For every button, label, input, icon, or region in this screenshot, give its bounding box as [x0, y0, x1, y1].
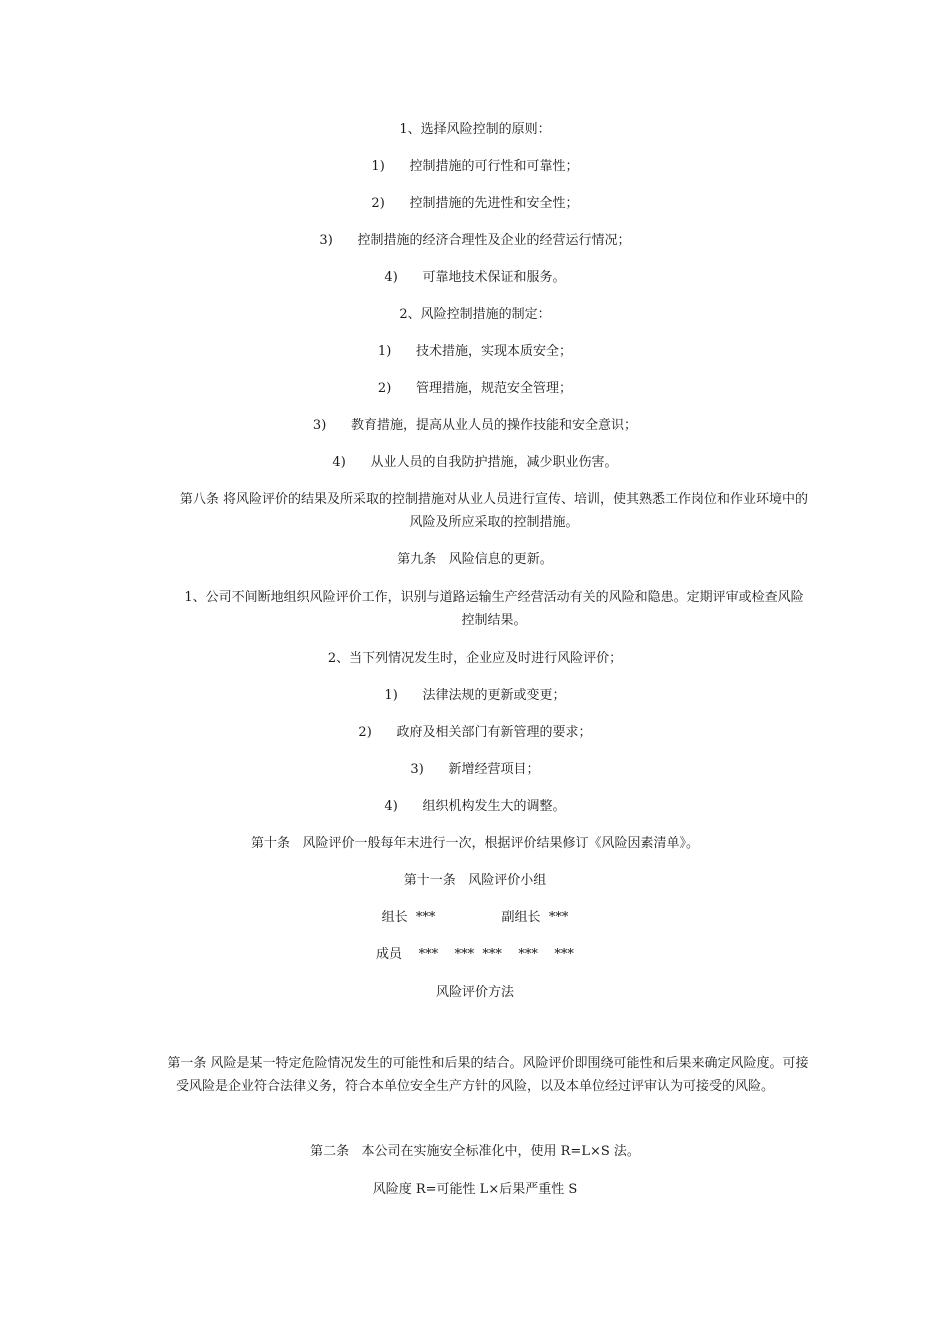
measures-heading: 2、风险控制措施的制定：	[399, 307, 551, 322]
measure-item-1: 1) 技术措施，实现本质安全；	[377, 344, 573, 359]
situation-item-2: 2) 政府及相关部门有新管理的要求；	[358, 725, 592, 740]
situation-item-3: 3) 新增经营项目；	[410, 762, 540, 777]
principles-heading: 1、选择风险控制的原则：	[399, 122, 551, 137]
risk-formula: 风险度 R=可能性 L×后果严重性 S	[372, 1182, 578, 1197]
situation-item-4: 4) 组织机构发生大的调整。	[384, 799, 566, 814]
method-title: 风险评价方法	[435, 985, 514, 1000]
principle-item-1: 1) 控制措施的可行性和可靠性；	[371, 159, 579, 174]
measure-item-2: 2) 管理措施，规范安全管理；	[377, 381, 573, 396]
measure-item-3: 3) 教育措施，提高从业人员的操作技能和安全意识；	[312, 418, 638, 433]
team-members: 成员 *** *** *** *** ***	[376, 947, 574, 962]
situation-item-1: 1) 法律法规的更新或变更；	[384, 688, 566, 703]
article-8: 第八条 将风险评价的结果及所采取的控制措施对从业人员进行宣传、培训，使其熟悉工作岗位和作业环境中的风险及所应采取的控制措施。	[179, 492, 809, 530]
principle-item-4: 4) 可靠地技术保证和服务。	[384, 270, 566, 285]
article-10: 第十条 风险评价一般每年末进行一次，根据评价结果修订《风险因素清单》。	[251, 836, 699, 851]
principle-item-3: 3) 控制措施的经济合理性及企业的经营运行情况；	[319, 233, 631, 248]
method-article-1: 第一条 风险是某一特定危险情况发生的可能性和后果的结合。风险评价即围绕可能性和后果来确定风险度。可接受风险是企业符合法律义务，符合本单位安全生产方针的风险，以及本单位经过评审认为可接受的风险。	[167, 1056, 809, 1094]
article-9-heading: 第九条 风险信息的更新。	[397, 552, 553, 567]
method-article-2: 第二条 本公司在实施安全标准化中，使用 R=L×S 法。	[310, 1144, 640, 1159]
article-9-item-1: 1、公司不间断地组织风险评价工作，识别与道路运输生产经营活动有关的风险和隐患。定期评审或检查风险控制结果。	[184, 590, 804, 628]
team-leaders: 组长 *** 副组长 ***	[381, 910, 569, 925]
measure-item-4: 4) 从业人员的自我防护措施，减少职业伤害。	[332, 455, 618, 470]
principle-item-2: 2) 控制措施的先进性和安全性；	[371, 196, 579, 211]
article-9-item-2: 2、当下列情况发生时，企业应及时进行风险评价；	[327, 651, 623, 666]
article-11-heading: 第十一条 风险评价小组	[403, 873, 547, 888]
